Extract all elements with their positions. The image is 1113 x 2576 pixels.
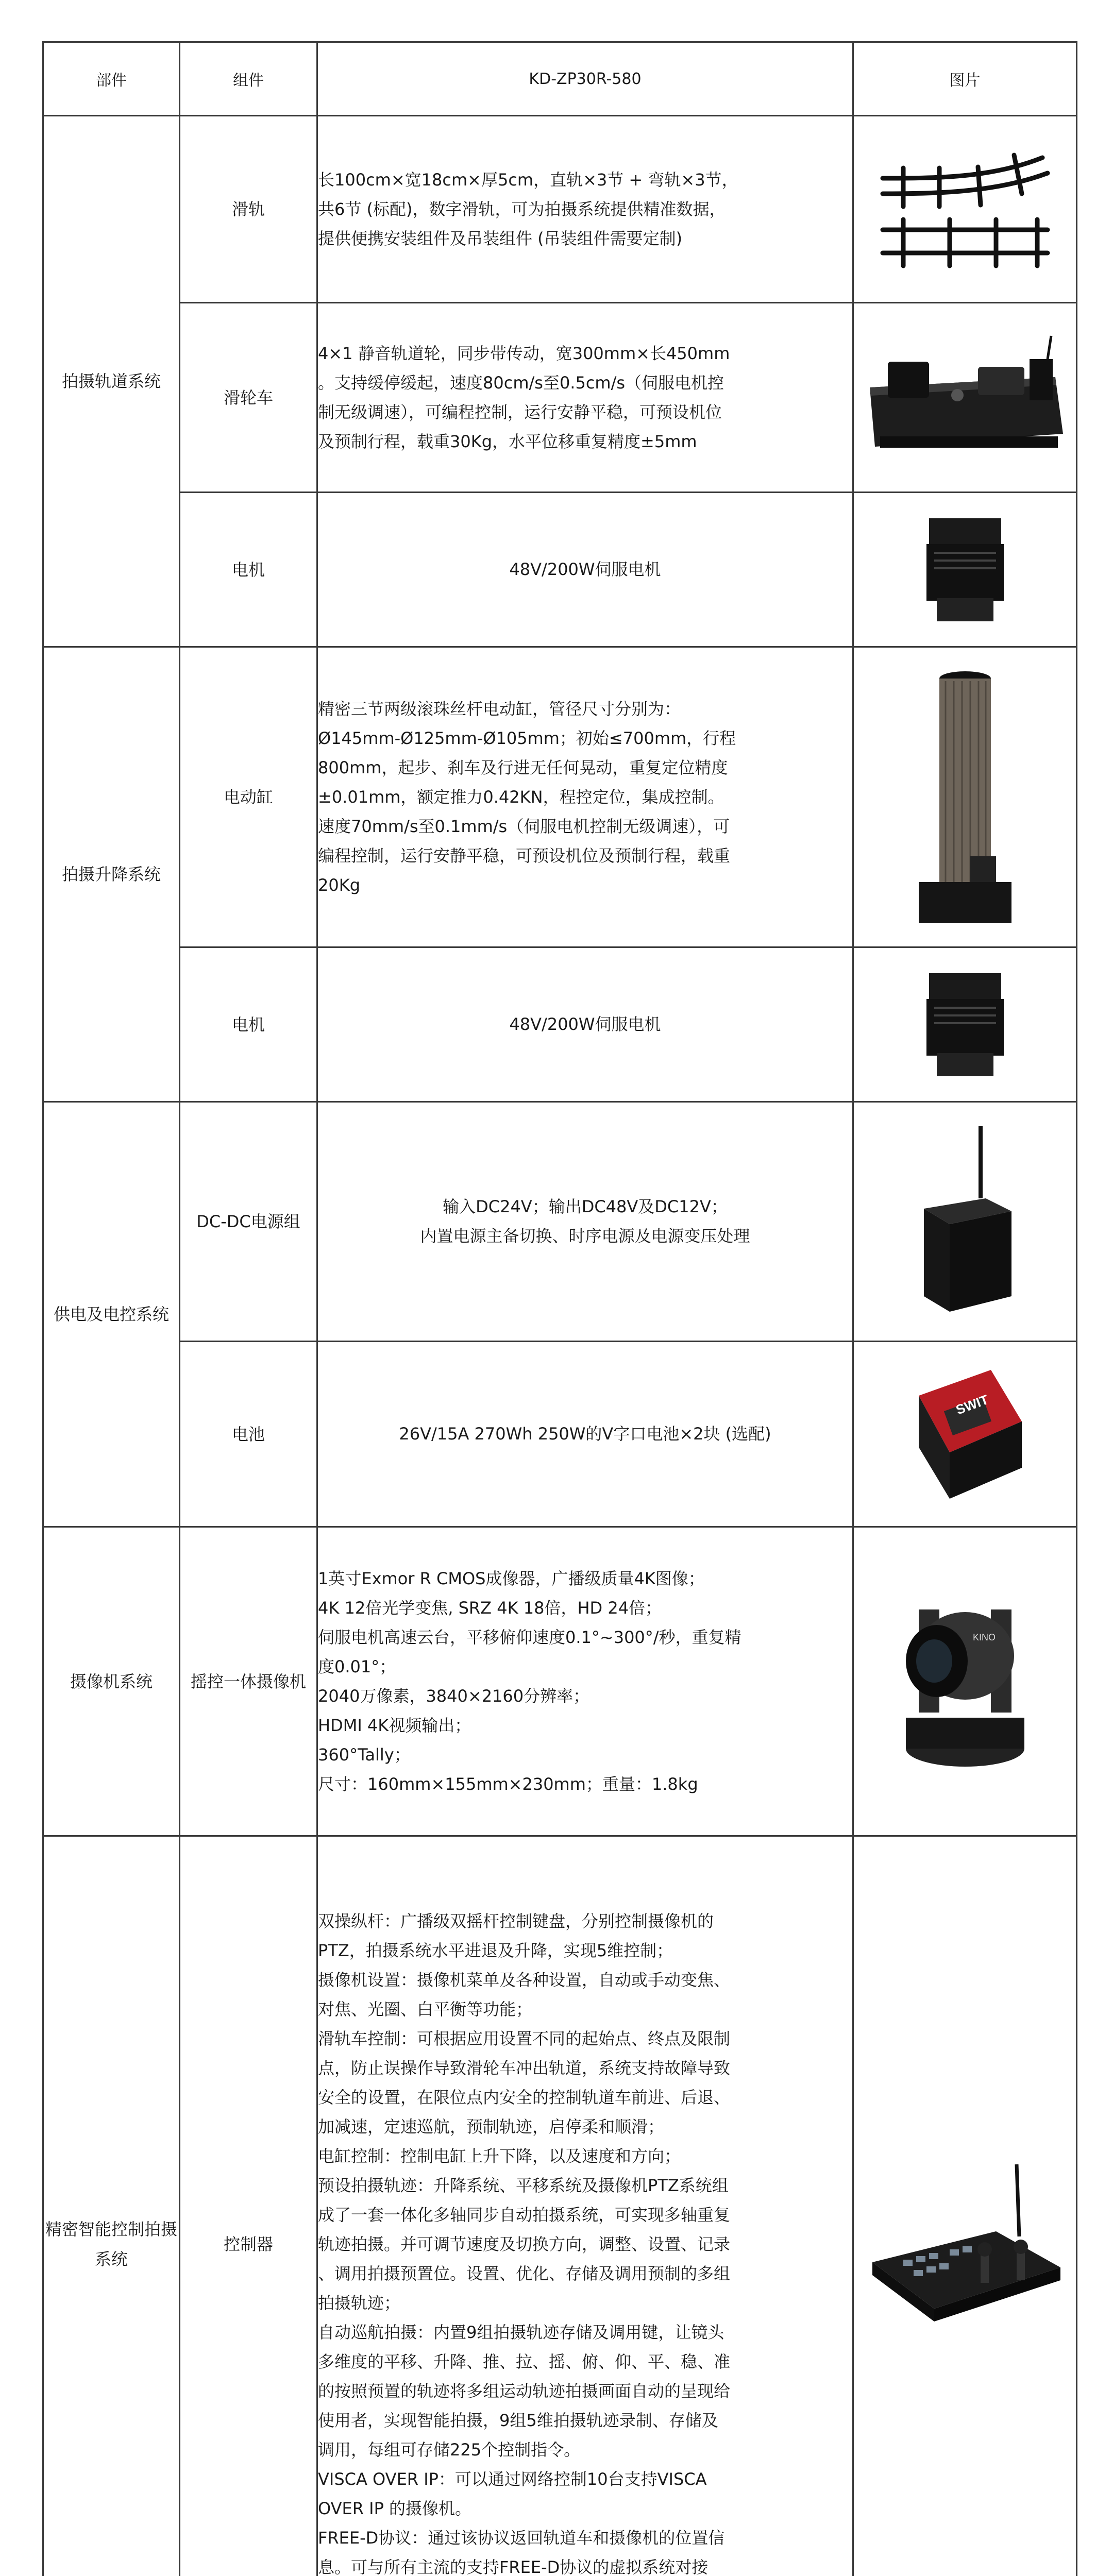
header-picture: 图片	[853, 42, 1077, 116]
dolly-image	[853, 303, 1077, 493]
table-row	[43, 1102, 1077, 1342]
actuator-image	[853, 647, 1077, 947]
desc-dolly: 4×1 静音轨道轮，同步带传动，宽300mm×长450mm 。支持缓停缓起，速度80cm/s至0.5cm/s（伺服电机控 制无级调速），可编程控制，运行安静平稳，可预设机位 及预制行程，载重30Kg，水平位移重复精度±5mm	[317, 303, 853, 493]
section-control: 精密智能控制拍摄系统	[43, 1836, 180, 2576]
header-model: KD-ZP30R-580	[317, 42, 853, 116]
desc-dcdc: 输入DC24V；输出DC48V及DC12V； 内置电源主备切换、时序电源及电源变压处理	[317, 1102, 853, 1342]
ptz-camera-image	[853, 1527, 1077, 1836]
desc-ptz: 1英寸Exmor R CMOS成像器，广播级质量4K图像； 4K 12倍光学变焦, SRZ 4K 18倍，HD 24倍； 伺服电机高速云台，平移俯仰速度0.1°~300°/秒，重复精 度0.01°； 2040万像素，3840×2160分辨率； HDMI 4K视频输出； 360°Tally； 尺寸：160mm×155mm×230mm；重量：1.8kg	[317, 1527, 853, 1836]
component-track-motor: 电机	[180, 493, 317, 647]
component-ptz: 摇控一体摄像机	[180, 1527, 317, 1836]
component-rail: 滑轨	[180, 116, 317, 303]
table-row	[43, 1527, 1077, 1836]
component-dcdc: DC-DC电源组	[180, 1102, 317, 1342]
header-part: 部件	[43, 42, 180, 116]
table-row	[43, 493, 1077, 647]
desc-rail: 长100cm×宽18cm×厚5cm，直轨×3节 + 弯轨×3节， 共6节 (标配)，数字滑轨，可为拍摄系统提供精准数据， 提供便携安装组件及吊装组件 (吊装组件需要定制)	[317, 116, 853, 303]
header-component: 组件	[180, 42, 317, 116]
table-row	[43, 1836, 1077, 2576]
table-row	[43, 1342, 1077, 1527]
component-battery: 电池	[180, 1342, 317, 1527]
desc-controller: 双操纵杆：广播级双摇杆控制键盘，分别控制摄像机的 PTZ，拍摄系统水平进退及升降，实现5维控制； 摄像机设置：摄像机菜单及各种设置，自动或手动变焦、 对焦、光圈、白平衡等功能； 滑轨车控制：可根据应用设置不同的起始点、终点及限制 点，防止误操作导致滑轮车冲出轨道，系统支持故障导致 安全的设置，在限位点内安全的控制轨道车前进、后退、 加减速，定速巡航，预制轨迹，启停柔和顺滑； 电缸控制：控制电缸上升下降，以及速度和方向； 预设拍摄轨迹：升降系统、平移系统及摄像机PTZ系统组 成了一套一体化多轴同步自动拍摄系统，可实现多轴重复 轨迹拍摄。并可调节速度及切换方向，调整、设置、记录 、调用拍摄预置位。设置、优化、存储及调用预制的多组 拍摄轨迹； 自动巡航拍摄：内置9组拍摄轨迹存储及调用键，让镜头 多维度的平移、升降、推、拉、摇、俯、仰、平、稳、准 的按照预置的轨迹将多组运动轨迹拍摄画面自动的呈现给 使用者，实现智能拍摄，9组5维拍摄轨迹录制、存储及 调用，每组可存储225个控制指令。 VISCA OVER IP：可以通过网络控制10台支持VISCA OVER IP 的摄像机。 FREE-D协议：通过该协议返回轨道车和摄像机的位置信 息。可与所有主流的支持FREE-D协议的虚拟系统对接	[317, 1836, 853, 2576]
desc-lift-motor: 48V/200W伺服电机	[317, 947, 853, 1102]
spec-table	[42, 41, 1077, 2576]
table-row	[43, 303, 1077, 493]
rail-image	[853, 116, 1077, 303]
servo-motor-image	[853, 947, 1077, 1102]
component-controller: 控制器	[180, 1836, 317, 2576]
section-power: 供电及电控系统	[43, 1102, 180, 1527]
section-track: 拍摄轨道系统	[43, 116, 180, 647]
power-box-image	[853, 1102, 1077, 1342]
component-actuator: 电动缸	[180, 647, 317, 947]
desc-battery: 26V/15A 270Wh 250W的V字口电池×2块 (选配)	[317, 1342, 853, 1527]
controller-image	[853, 1836, 1077, 2576]
desc-actuator: 精密三节两级滚珠丝杆电动缸，管径尺寸分别为： Ø145mm-Ø125mm-Ø105mm；初始≤700mm，行程 800mm，起步、刹车及行进无任何晃动，重复定位精度 ±0.01mm，额定推力0.42KN，程控定位，集成控制。 速度70mm/s至0.1mm/s（伺服电机控制无级调速），可 编程控制，运行安静平稳，可预设机位及预制行程，载重 20Kg	[317, 647, 853, 947]
section-camera: 摄像机系统	[43, 1527, 180, 1836]
servo-motor-image	[853, 493, 1077, 647]
battery-image	[853, 1342, 1077, 1527]
component-lift-motor: 电机	[180, 947, 317, 1102]
table-row	[43, 116, 1077, 303]
table-row	[43, 647, 1077, 947]
desc-track-motor: 48V/200W伺服电机	[317, 493, 853, 647]
section-lift: 拍摄升降系统	[43, 647, 180, 1102]
header-row	[43, 42, 1077, 116]
table-row	[43, 947, 1077, 1102]
camera-brand-label: KINO	[972, 1632, 996, 1642]
battery-brand-label: SWIT	[953, 1391, 990, 1417]
component-dolly: 滑轮车	[180, 303, 317, 493]
